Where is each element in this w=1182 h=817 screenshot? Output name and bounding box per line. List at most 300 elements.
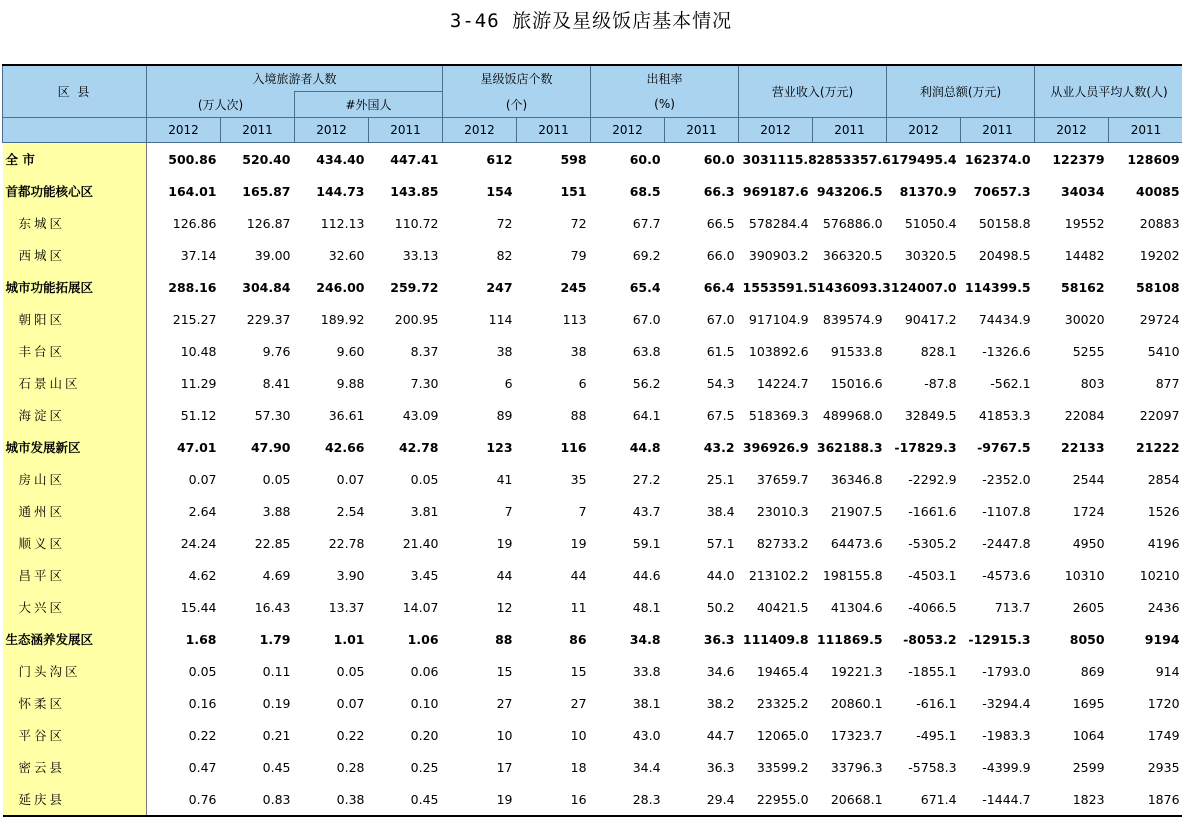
year-2011: 2011: [517, 118, 591, 143]
value-cell: 518369.3: [739, 399, 813, 431]
value-cell: 124007.0: [887, 271, 961, 303]
value-cell: 3.88: [221, 495, 295, 527]
value-cell: 13.37: [295, 591, 369, 623]
value-cell: 0.22: [295, 719, 369, 751]
year-2012: 2012: [1035, 118, 1109, 143]
value-cell: 111409.8: [739, 623, 813, 655]
value-cell: 25.1: [665, 463, 739, 495]
header-profit: 利润总额(万元): [887, 65, 1035, 118]
value-cell: 81370.9: [887, 175, 961, 207]
value-cell: 247: [443, 271, 517, 303]
value-cell: 128609: [1109, 143, 1182, 176]
value-cell: 30020: [1035, 303, 1109, 335]
value-cell: 34.4: [591, 751, 665, 783]
value-cell: 67.5: [665, 399, 739, 431]
value-cell: -2352.0: [961, 463, 1035, 495]
value-cell: 917104.9: [739, 303, 813, 335]
value-cell: 0.16: [147, 687, 221, 719]
value-cell: 0.21: [221, 719, 295, 751]
value-cell: 17: [443, 751, 517, 783]
header-years-row: [3, 118, 1182, 143]
value-cell: 7: [443, 495, 517, 527]
value-cell: 8.41: [221, 367, 295, 399]
value-cell: 33.13: [369, 239, 443, 271]
value-cell: 245: [517, 271, 591, 303]
value-cell: 1.79: [221, 623, 295, 655]
value-cell: -2447.8: [961, 527, 1035, 559]
value-cell: 16: [517, 783, 591, 816]
table-row: [3, 527, 1182, 559]
value-cell: 671.4: [887, 783, 961, 816]
value-cell: 21222: [1109, 431, 1182, 463]
value-cell: 32.60: [295, 239, 369, 271]
value-cell: 1823: [1035, 783, 1109, 816]
value-cell: 33599.2: [739, 751, 813, 783]
value-cell: 33796.3: [813, 751, 887, 783]
value-cell: 20498.5: [961, 239, 1035, 271]
value-cell: 43.0: [591, 719, 665, 751]
year-2012: 2012: [295, 118, 369, 143]
district-name-cell: 西城区: [3, 239, 147, 271]
district-name-cell: 房山区: [3, 463, 147, 495]
table-row: [3, 687, 1182, 719]
district-name-cell: 顺义区: [3, 527, 147, 559]
value-cell: 434.40: [295, 143, 369, 176]
value-cell: 69.2: [591, 239, 665, 271]
value-cell: -1326.6: [961, 335, 1035, 367]
value-cell: -5305.2: [887, 527, 961, 559]
value-cell: 165.87: [221, 175, 295, 207]
district-name-cell: 全 市: [3, 143, 147, 176]
value-cell: 0.06: [369, 655, 443, 687]
table-row: [3, 399, 1182, 431]
value-cell: 3031115.8: [739, 143, 813, 176]
value-cell: 1.06: [369, 623, 443, 655]
value-cell: 0.45: [369, 783, 443, 816]
value-cell: 4950: [1035, 527, 1109, 559]
value-cell: 103892.6: [739, 335, 813, 367]
value-cell: 19552: [1035, 207, 1109, 239]
value-cell: 5410: [1109, 335, 1182, 367]
value-cell: 41: [443, 463, 517, 495]
value-cell: 66.3: [665, 175, 739, 207]
value-cell: 51050.4: [887, 207, 961, 239]
value-cell: 390903.2: [739, 239, 813, 271]
value-cell: 66.0: [665, 239, 739, 271]
value-cell: 24.24: [147, 527, 221, 559]
value-cell: 61.5: [665, 335, 739, 367]
value-cell: 3.90: [295, 559, 369, 591]
table-row: [3, 431, 1182, 463]
year-2011: 2011: [961, 118, 1035, 143]
value-cell: 215.27: [147, 303, 221, 335]
value-cell: 10210: [1109, 559, 1182, 591]
district-name-cell: 石景山区: [3, 367, 147, 399]
value-cell: 1.01: [295, 623, 369, 655]
district-name-cell: 密云县: [3, 751, 147, 783]
district-name-cell: 城市功能拓展区: [3, 271, 147, 303]
value-cell: 489968.0: [813, 399, 887, 431]
value-cell: 42.66: [295, 431, 369, 463]
value-cell: -4503.1: [887, 559, 961, 591]
table-row: [3, 143, 1182, 176]
value-cell: 114399.5: [961, 271, 1035, 303]
header-hotels: 星级饭店个数: [443, 65, 591, 92]
table-row: [3, 367, 1182, 399]
value-cell: 21.40: [369, 527, 443, 559]
value-cell: 2854: [1109, 463, 1182, 495]
value-cell: -5758.3: [887, 751, 961, 783]
district-name-cell: 昌平区: [3, 559, 147, 591]
value-cell: 10.48: [147, 335, 221, 367]
value-cell: 5255: [1035, 335, 1109, 367]
value-cell: 19: [443, 783, 517, 816]
district-name-cell: 门头沟区: [3, 655, 147, 687]
value-cell: 33.8: [591, 655, 665, 687]
value-cell: 48.1: [591, 591, 665, 623]
value-cell: 229.37: [221, 303, 295, 335]
value-cell: 82733.2: [739, 527, 813, 559]
value-cell: 839574.9: [813, 303, 887, 335]
value-cell: 23325.2: [739, 687, 813, 719]
table-row: [3, 271, 1182, 303]
value-cell: -4399.9: [961, 751, 1035, 783]
value-cell: 1526: [1109, 495, 1182, 527]
value-cell: 914: [1109, 655, 1182, 687]
value-cell: 0.07: [147, 463, 221, 495]
table-row: [3, 495, 1182, 527]
value-cell: 36.3: [665, 623, 739, 655]
value-cell: 19221.3: [813, 655, 887, 687]
value-cell: 15: [443, 655, 517, 687]
value-cell: 88: [517, 399, 591, 431]
value-cell: 578284.4: [739, 207, 813, 239]
value-cell: 88: [443, 623, 517, 655]
value-cell: 1724: [1035, 495, 1109, 527]
value-cell: 6: [517, 367, 591, 399]
table-row: [3, 655, 1182, 687]
value-cell: 2.64: [147, 495, 221, 527]
value-cell: 6: [443, 367, 517, 399]
value-cell: 23010.3: [739, 495, 813, 527]
value-cell: 4.62: [147, 559, 221, 591]
value-cell: 10310: [1035, 559, 1109, 591]
value-cell: 34.8: [591, 623, 665, 655]
value-cell: 89: [443, 399, 517, 431]
value-cell: 66.4: [665, 271, 739, 303]
value-cell: 1.68: [147, 623, 221, 655]
value-cell: 44.7: [665, 719, 739, 751]
value-cell: 38.4: [665, 495, 739, 527]
value-cell: -2292.9: [887, 463, 961, 495]
value-cell: 0.11: [221, 655, 295, 687]
value-cell: 22097: [1109, 399, 1182, 431]
value-cell: 19: [517, 527, 591, 559]
value-cell: 38: [517, 335, 591, 367]
value-cell: 246.00: [295, 271, 369, 303]
value-cell: 18: [517, 751, 591, 783]
value-cell: 91533.8: [813, 335, 887, 367]
district-name-cell: 通州区: [3, 495, 147, 527]
value-cell: 3.81: [369, 495, 443, 527]
value-cell: 32849.5: [887, 399, 961, 431]
value-cell: 0.47: [147, 751, 221, 783]
value-cell: 36346.8: [813, 463, 887, 495]
district-name-cell: 东城区: [3, 207, 147, 239]
value-cell: 70657.3: [961, 175, 1035, 207]
value-cell: 19: [443, 527, 517, 559]
value-cell: 803: [1035, 367, 1109, 399]
value-cell: 43.2: [665, 431, 739, 463]
value-cell: 123: [443, 431, 517, 463]
value-cell: 0.76: [147, 783, 221, 816]
value-cell: -1661.6: [887, 495, 961, 527]
value-cell: 179495.4: [887, 143, 961, 176]
value-cell: 67.0: [591, 303, 665, 335]
year-2012: 2012: [591, 118, 665, 143]
value-cell: 0.83: [221, 783, 295, 816]
value-cell: 40085: [1109, 175, 1182, 207]
value-cell: -9767.5: [961, 431, 1035, 463]
value-cell: 86: [517, 623, 591, 655]
value-cell: 72: [517, 207, 591, 239]
table-row: [3, 207, 1182, 239]
value-cell: 0.05: [147, 655, 221, 687]
value-cell: 1436093.3: [813, 271, 887, 303]
value-cell: 126.87: [221, 207, 295, 239]
value-cell: 19465.4: [739, 655, 813, 687]
value-cell: 14224.7: [739, 367, 813, 399]
value-cell: 198155.8: [813, 559, 887, 591]
value-cell: 60.0: [665, 143, 739, 176]
value-cell: 362188.3: [813, 431, 887, 463]
district-name-cell: 城市发展新区: [3, 431, 147, 463]
value-cell: -1793.0: [961, 655, 1035, 687]
value-cell: -8053.2: [887, 623, 961, 655]
value-cell: -4573.6: [961, 559, 1035, 591]
value-cell: 50158.8: [961, 207, 1035, 239]
year-2012: 2012: [147, 118, 221, 143]
value-cell: 8.37: [369, 335, 443, 367]
value-cell: 60.0: [591, 143, 665, 176]
header-occupancy: 出租率: [591, 65, 739, 92]
value-cell: 9.60: [295, 335, 369, 367]
value-cell: 0.25: [369, 751, 443, 783]
value-cell: -87.8: [887, 367, 961, 399]
district-name-cell: 生态涵养发展区: [3, 623, 147, 655]
value-cell: 20860.1: [813, 687, 887, 719]
value-cell: 63.8: [591, 335, 665, 367]
value-cell: 58108: [1109, 271, 1182, 303]
value-cell: 9.88: [295, 367, 369, 399]
value-cell: 15016.6: [813, 367, 887, 399]
value-cell: 57.30: [221, 399, 295, 431]
value-cell: 4.69: [221, 559, 295, 591]
value-cell: 27.2: [591, 463, 665, 495]
header-staff: 从业人员平均人数(人): [1035, 65, 1182, 118]
value-cell: 37.14: [147, 239, 221, 271]
value-cell: 21907.5: [813, 495, 887, 527]
value-cell: 8050: [1035, 623, 1109, 655]
value-cell: 1553591.5: [739, 271, 813, 303]
value-cell: 943206.5: [813, 175, 887, 207]
value-cell: 713.7: [961, 591, 1035, 623]
value-cell: 34.6: [665, 655, 739, 687]
value-cell: 38.2: [665, 687, 739, 719]
value-cell: 0.05: [369, 463, 443, 495]
page-title: 3-46 旅游及星级饭店基本情况: [0, 6, 1182, 33]
value-cell: 2544: [1035, 463, 1109, 495]
value-cell: 68.5: [591, 175, 665, 207]
year-2012: 2012: [443, 118, 517, 143]
value-cell: 64.1: [591, 399, 665, 431]
value-cell: 12: [443, 591, 517, 623]
value-cell: 576886.0: [813, 207, 887, 239]
value-cell: 30320.5: [887, 239, 961, 271]
header-foreigners: #外国人: [295, 92, 443, 118]
value-cell: 39.00: [221, 239, 295, 271]
district-name-cell: 怀柔区: [3, 687, 147, 719]
value-cell: 112.13: [295, 207, 369, 239]
year-2011: 2011: [369, 118, 443, 143]
value-cell: 164.01: [147, 175, 221, 207]
header-revenue: 营业收入(万元): [739, 65, 887, 118]
district-name-cell: 大兴区: [3, 591, 147, 623]
value-cell: 288.16: [147, 271, 221, 303]
value-cell: -1983.3: [961, 719, 1035, 751]
table-row: [3, 239, 1182, 271]
value-cell: 44.6: [591, 559, 665, 591]
district-name-cell: 首都功能核心区: [3, 175, 147, 207]
table-row: [3, 303, 1182, 335]
table-row: [3, 719, 1182, 751]
value-cell: 44: [517, 559, 591, 591]
district-name-cell: 海淀区: [3, 399, 147, 431]
value-cell: 0.19: [221, 687, 295, 719]
value-cell: 869: [1035, 655, 1109, 687]
value-cell: -12915.3: [961, 623, 1035, 655]
year-2011: 2011: [813, 118, 887, 143]
value-cell: 22133: [1035, 431, 1109, 463]
value-cell: 42.78: [369, 431, 443, 463]
value-cell: 0.28: [295, 751, 369, 783]
value-cell: 0.20: [369, 719, 443, 751]
value-cell: 47.90: [221, 431, 295, 463]
value-cell: 0.05: [221, 463, 295, 495]
value-cell: 56.2: [591, 367, 665, 399]
value-cell: 304.84: [221, 271, 295, 303]
value-cell: 41853.3: [961, 399, 1035, 431]
value-cell: 162374.0: [961, 143, 1035, 176]
value-cell: 828.1: [887, 335, 961, 367]
value-cell: 19202: [1109, 239, 1182, 271]
year-2011: 2011: [1109, 118, 1182, 143]
value-cell: 10: [517, 719, 591, 751]
value-cell: 40421.5: [739, 591, 813, 623]
value-cell: 114: [443, 303, 517, 335]
value-cell: 0.07: [295, 687, 369, 719]
value-cell: 34034: [1035, 175, 1109, 207]
value-cell: 3.45: [369, 559, 443, 591]
header-year-blank: [3, 118, 147, 143]
table-body: [3, 143, 1182, 817]
value-cell: 2599: [1035, 751, 1109, 783]
value-cell: 79: [517, 239, 591, 271]
value-cell: 17323.7: [813, 719, 887, 751]
value-cell: -1855.1: [887, 655, 961, 687]
year-2012: 2012: [739, 118, 813, 143]
header-hotels-unit: (个): [443, 92, 591, 118]
value-cell: 122379: [1035, 143, 1109, 176]
value-cell: 44.0: [665, 559, 739, 591]
table-row: [3, 751, 1182, 783]
value-cell: 213102.2: [739, 559, 813, 591]
value-cell: 2.54: [295, 495, 369, 527]
value-cell: 54.3: [665, 367, 739, 399]
value-cell: 877: [1109, 367, 1182, 399]
table-row: [3, 623, 1182, 655]
value-cell: 144.73: [295, 175, 369, 207]
value-cell: -562.1: [961, 367, 1035, 399]
value-cell: 396926.9: [739, 431, 813, 463]
header-occupancy-unit: (%): [591, 92, 739, 118]
value-cell: 44: [443, 559, 517, 591]
value-cell: 500.86: [147, 143, 221, 176]
value-cell: 29.4: [665, 783, 739, 816]
value-cell: 1876: [1109, 783, 1182, 816]
value-cell: 520.40: [221, 143, 295, 176]
value-cell: 59.1: [591, 527, 665, 559]
value-cell: 15.44: [147, 591, 221, 623]
value-cell: 116: [517, 431, 591, 463]
value-cell: 0.22: [147, 719, 221, 751]
value-cell: 74434.9: [961, 303, 1035, 335]
value-cell: 7: [517, 495, 591, 527]
value-cell: 43.7: [591, 495, 665, 527]
value-cell: 200.95: [369, 303, 443, 335]
value-cell: 1064: [1035, 719, 1109, 751]
value-cell: 22955.0: [739, 783, 813, 816]
year-2011: 2011: [221, 118, 295, 143]
header-district: 区 县: [3, 65, 147, 118]
district-name-cell: 朝阳区: [3, 303, 147, 335]
value-cell: 2935: [1109, 751, 1182, 783]
value-cell: -17829.3: [887, 431, 961, 463]
value-cell: 20668.1: [813, 783, 887, 816]
value-cell: 189.92: [295, 303, 369, 335]
value-cell: 65.4: [591, 271, 665, 303]
value-cell: 151: [517, 175, 591, 207]
value-cell: 35: [517, 463, 591, 495]
value-cell: -616.1: [887, 687, 961, 719]
value-cell: 22084: [1035, 399, 1109, 431]
value-cell: 1749: [1109, 719, 1182, 751]
value-cell: 14.07: [369, 591, 443, 623]
value-cell: 67.0: [665, 303, 739, 335]
tourism-hotel-table: [2, 64, 1182, 817]
value-cell: 110.72: [369, 207, 443, 239]
value-cell: 72: [443, 207, 517, 239]
table-header: [3, 65, 1182, 143]
value-cell: 22.78: [295, 527, 369, 559]
value-cell: 36.61: [295, 399, 369, 431]
value-cell: 9.76: [221, 335, 295, 367]
value-cell: 67.7: [591, 207, 665, 239]
value-cell: 37659.7: [739, 463, 813, 495]
value-cell: 27: [443, 687, 517, 719]
value-cell: 47.01: [147, 431, 221, 463]
value-cell: 0.38: [295, 783, 369, 816]
